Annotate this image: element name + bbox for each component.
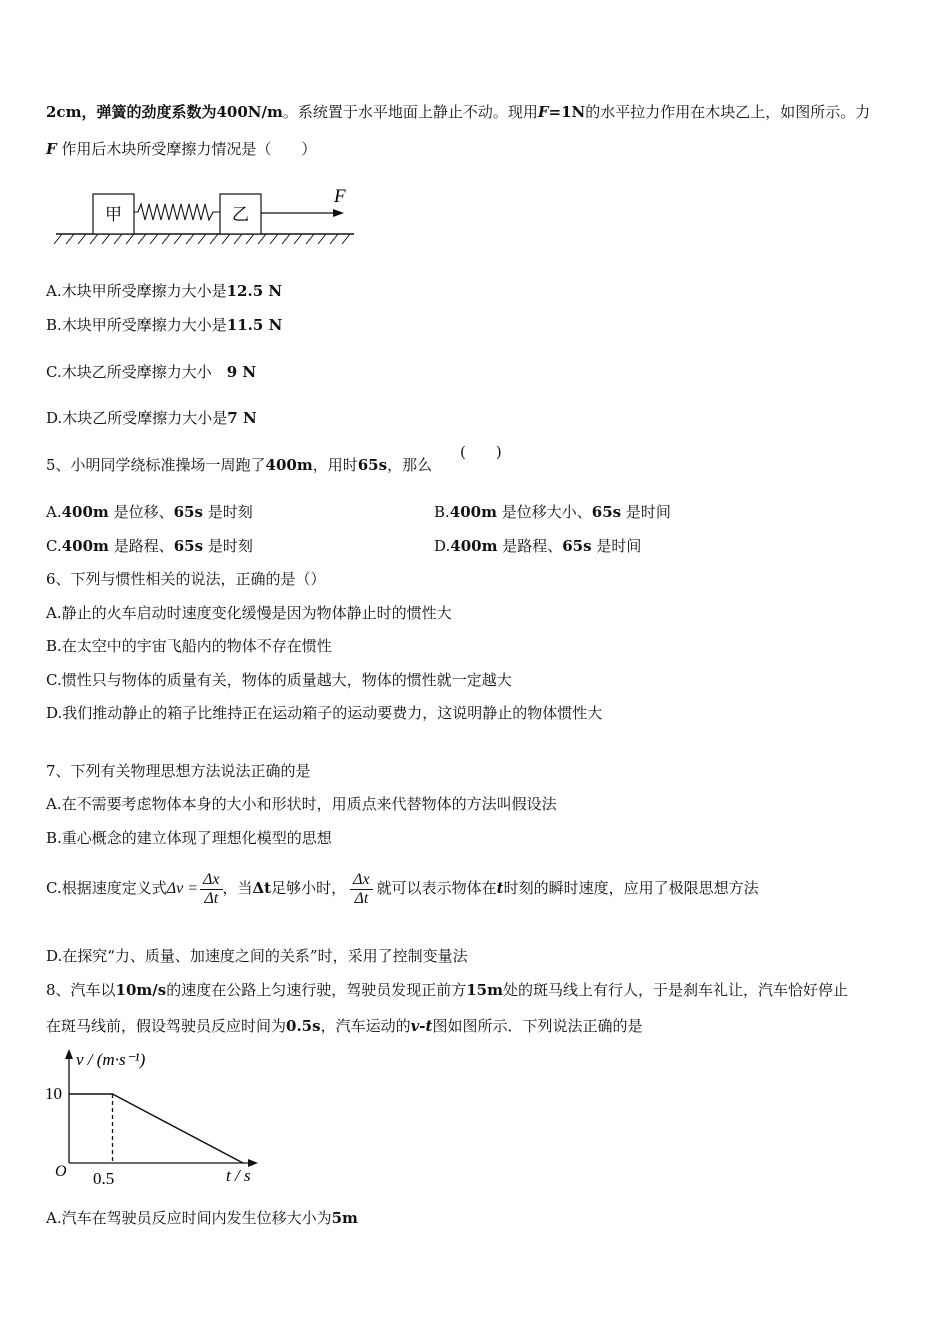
formula-denominator: Δt bbox=[354, 889, 369, 907]
ratio-formula bbox=[350, 871, 373, 908]
option-text: 是时间 bbox=[596, 537, 642, 555]
velocity-series-line bbox=[69, 1094, 243, 1163]
formula-numerator: Δx bbox=[350, 871, 373, 890]
q5-distance: 400m bbox=[265, 456, 313, 474]
q4-stem-line1 bbox=[46, 102, 870, 122]
q5-paren: ( ) bbox=[460, 443, 502, 461]
option-label: A. bbox=[46, 282, 62, 300]
y-tick-label: 10 bbox=[45, 1084, 62, 1103]
q8-stem-line2 bbox=[46, 1016, 642, 1036]
q5-option-b bbox=[434, 502, 671, 522]
q8-speed: 10m/s bbox=[115, 981, 167, 999]
t-symbol: t bbox=[496, 879, 504, 897]
option-value: 400m bbox=[61, 503, 109, 521]
formula-denominator: Δt bbox=[204, 889, 219, 907]
q4-force-symbol: F bbox=[46, 140, 57, 158]
q4-option-b bbox=[46, 315, 282, 335]
option-label: D. bbox=[46, 409, 63, 427]
option-text: 木块乙所受摩擦力大小 bbox=[61, 363, 227, 381]
q7-stem: 7、下列有关物理思想方法说法正确的是 bbox=[46, 762, 311, 780]
q6-stem: 6、下列与惯性相关的说法，正确的是（） bbox=[46, 570, 326, 588]
option-label: B. bbox=[434, 503, 450, 521]
option-text: 是时间 bbox=[625, 503, 671, 521]
q4-option-a bbox=[46, 281, 282, 301]
q4-option-c bbox=[46, 362, 256, 382]
q8-distance: 15m bbox=[466, 981, 503, 999]
q4-stem-line2 bbox=[46, 139, 316, 159]
arrow-head-icon bbox=[333, 209, 344, 217]
vt-graph bbox=[40, 1043, 280, 1193]
option-value: 11.5 N bbox=[226, 316, 283, 334]
q8-stem-line1 bbox=[46, 980, 848, 1000]
q5-stem-seg: ，那么 bbox=[387, 456, 433, 474]
option-text: A.汽车在驾驶员反应时间内发生位移大小为 bbox=[46, 1209, 332, 1227]
option-value: 9 N bbox=[226, 363, 257, 381]
q4-option-d bbox=[46, 408, 257, 428]
formula-lhs: Δv = bbox=[166, 880, 199, 898]
option-text: ，当 bbox=[222, 879, 253, 897]
option-text: 是时刻 bbox=[207, 503, 253, 521]
q8-stem-seg: 的速度在公路上匀速行驶，驾驶员发现正前方 bbox=[166, 981, 467, 999]
option-text: 木块乙所受摩擦力大小是 bbox=[62, 409, 228, 427]
q7-option-a: A.在不需要考虑物体本身的大小和形状时，用质点来代替物体的方法叫假设法 bbox=[46, 795, 557, 813]
q8-reaction-time: 0.5s bbox=[286, 1017, 321, 1035]
q6-option-a: A.静止的火车启动时速度变化缓慢是因为物体静止时的惯性大 bbox=[46, 604, 452, 622]
option-value: 65s bbox=[591, 503, 622, 521]
spring bbox=[134, 204, 220, 220]
q8-stem-seg: 处的斑马线上有行人，于是刹车礼让，汽车恰好停止 bbox=[502, 981, 848, 999]
option-value: 400m bbox=[450, 537, 498, 555]
origin-label: O bbox=[55, 1163, 67, 1180]
option-text: 木块甲所受摩擦力大小是 bbox=[61, 316, 227, 334]
q8-stem-seg: ，汽车运动的 bbox=[320, 1017, 411, 1035]
force-label: F bbox=[334, 186, 346, 207]
option-text: 是时刻 bbox=[207, 537, 253, 555]
q4-stem-value: 400N/m bbox=[216, 103, 283, 121]
option-value: 7 N bbox=[227, 409, 257, 427]
q5-stem-seg: ，用时 bbox=[312, 456, 358, 474]
y-axis-arrow-icon bbox=[65, 1049, 73, 1059]
option-label: D. bbox=[434, 537, 451, 555]
option-text: 木块甲所受摩擦力大小是 bbox=[61, 282, 227, 300]
velocity-point bbox=[242, 1162, 243, 1163]
q7-option-d: D.在探究“力、质量、加速度之间的关系”时，采用了控制变量法 bbox=[46, 947, 468, 965]
q4-spring-figure bbox=[52, 182, 362, 250]
block-a-label: 甲 bbox=[105, 205, 122, 224]
q5-option-a bbox=[46, 502, 253, 522]
q7-option-b: B.重心概念的建立体现了理想化模型的思想 bbox=[46, 829, 332, 847]
q4-stem-seg: 的水平拉力作用在木块乙上，如图所示。力 bbox=[585, 103, 871, 121]
option-value: 12.5 N bbox=[226, 282, 283, 300]
q5-stem bbox=[46, 455, 432, 475]
q4-force-value: =1N bbox=[548, 103, 586, 121]
option-text: 时刻的瞬时速度，应用了极限思想方法 bbox=[503, 879, 759, 897]
block-b-label: 乙 bbox=[232, 205, 249, 224]
q5-stem-seg: 5、小明同学绕标准操场一周跑了 bbox=[46, 456, 266, 474]
option-text: C.根据速度定义式 bbox=[46, 879, 167, 897]
q8-stem-seg: 在斑马线前，假设驾驶员反应时间为 bbox=[46, 1017, 287, 1035]
option-value: 400m bbox=[61, 537, 109, 555]
velocity-point bbox=[68, 1093, 69, 1094]
delta-t-symbol: Δt bbox=[252, 879, 272, 897]
q5-time: 65s bbox=[357, 456, 388, 474]
option-text: 是位移、 bbox=[113, 503, 174, 521]
q5-option-d bbox=[434, 536, 641, 556]
q6-option-c: C.惯性只与物体的质量有关，物体的质量越大，物体的惯性就一定越大 bbox=[46, 671, 512, 689]
option-text: 足够小时， bbox=[271, 879, 347, 897]
q6-option-d: D.我们推动静止的箱子比维持正在运动箱子的运动要费力，这说明静止的物体惯性大 bbox=[46, 704, 603, 722]
q4-stem-seg: 2cm，弹簧的劲度系数为 bbox=[46, 103, 217, 121]
q7-option-c bbox=[46, 868, 759, 909]
option-label: C. bbox=[46, 537, 62, 555]
q4-force-symbol: F bbox=[537, 103, 549, 121]
velocity-definition-formula bbox=[167, 869, 198, 909]
x-tick-label: 0.5 bbox=[93, 1169, 115, 1188]
y-axis-label: v / (m·s⁻¹) bbox=[76, 1050, 146, 1069]
velocity-point bbox=[112, 1093, 113, 1094]
option-label: B. bbox=[46, 316, 62, 334]
option-text: 是路程、 bbox=[113, 537, 174, 555]
formula-fraction bbox=[200, 871, 223, 908]
q8-option-a bbox=[46, 1208, 358, 1228]
q4-stem-seg: 。系统置于水平地面上静止不动。现用 bbox=[282, 103, 538, 121]
formula-numerator: Δx bbox=[200, 871, 223, 890]
q5-option-c bbox=[46, 536, 253, 556]
option-value: 65s bbox=[562, 537, 592, 555]
option-text: 是路程、 bbox=[502, 537, 563, 555]
option-text: 是位移大小、 bbox=[501, 503, 592, 521]
q8-vt-symbol: v-t bbox=[410, 1017, 433, 1035]
q8-stem-seg: 图如图所示．下列说法正确的是 bbox=[432, 1017, 643, 1035]
option-value: 400m bbox=[449, 503, 497, 521]
q4-stem-seg: 作用后木块所受摩擦力情况是（ ） bbox=[56, 140, 317, 158]
option-text: 就可以表示物体在 bbox=[376, 879, 497, 897]
option-label: C. bbox=[46, 363, 62, 381]
option-value: 65s bbox=[173, 537, 204, 555]
x-axis-label: t / s bbox=[226, 1166, 251, 1185]
q8-stem-seg: 8、汽车以 bbox=[46, 981, 116, 999]
q6-option-b: B.在太空中的宇宙飞船内的物体不存在惯性 bbox=[46, 637, 332, 655]
option-value: 65s bbox=[173, 503, 203, 521]
option-value: 5m bbox=[331, 1209, 358, 1227]
option-label: A. bbox=[46, 503, 62, 521]
